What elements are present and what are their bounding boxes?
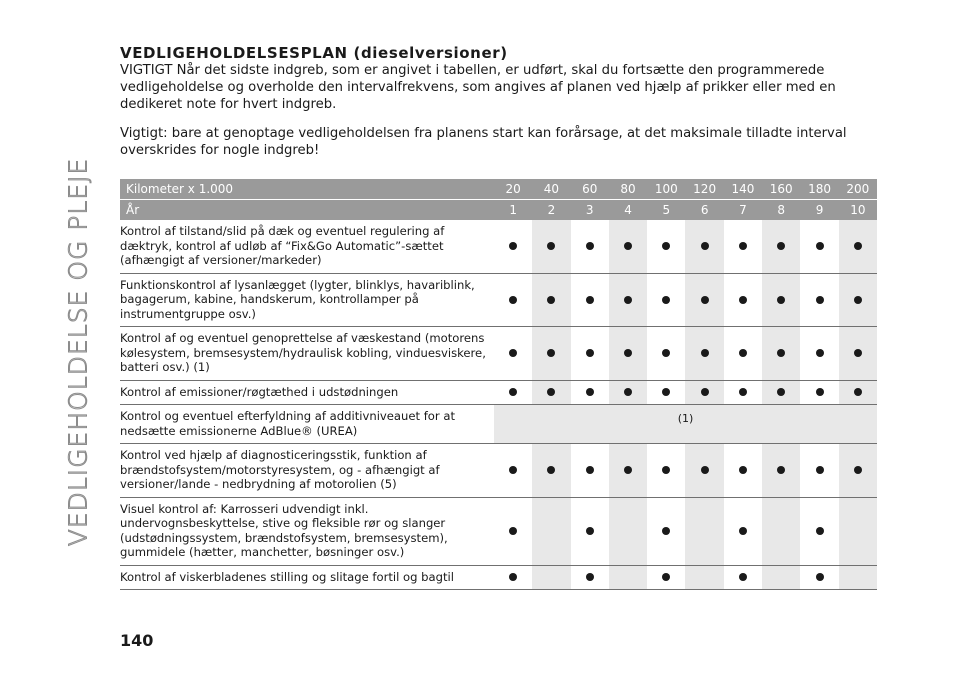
check-dot-icon [586,388,594,396]
check-cell [609,444,647,498]
check-cell [839,444,877,498]
year-value: 3 [571,200,609,221]
check-cell [762,327,800,381]
check-dot-icon [854,296,862,304]
empty-cell [839,565,877,590]
check-cell [494,273,532,327]
year-value: 9 [800,200,838,221]
check-dot-icon [547,388,555,396]
check-cell [685,273,723,327]
check-dot-icon [547,296,555,304]
year-label: År [120,200,494,221]
check-cell [532,444,570,498]
kilometer-value: 80 [609,179,647,200]
check-dot-icon [739,296,747,304]
check-dot-icon [547,242,555,250]
kilometer-value: 180 [800,179,838,200]
check-dot-icon [854,388,862,396]
check-dot-icon [816,349,824,357]
check-cell [647,273,685,327]
check-dot-icon [662,527,670,535]
check-cell [571,220,609,273]
kilometer-value: 100 [647,179,685,200]
check-dot-icon [509,388,517,396]
year-value: 4 [609,200,647,221]
check-dot-icon [586,242,594,250]
check-dot-icon [624,466,632,474]
table-note: (1) [494,405,877,444]
page-number: 140 [120,631,154,650]
kilometer-value: 200 [839,179,877,200]
empty-cell [532,565,570,590]
check-dot-icon [816,466,824,474]
year-header-row [120,200,877,221]
check-dot-icon [509,527,517,535]
check-dot-icon [701,388,709,396]
table-row [120,273,877,327]
check-dot-icon [509,573,517,581]
task-description: Kontrol ved hjælp af diagnosticeringsstik, funktion af brændstofsystem/motorstyresystem, og - afhængigt af versioner/lande - nedbrydning af motorolien (5) [120,444,494,498]
check-cell [609,380,647,405]
check-cell [571,444,609,498]
check-cell [532,220,570,273]
check-cell [724,327,762,381]
check-cell [724,497,762,565]
check-dot-icon [777,388,785,396]
check-cell [571,565,609,590]
check-cell [571,380,609,405]
check-cell [762,444,800,498]
check-dot-icon [547,349,555,357]
check-cell [609,220,647,273]
table-row [120,220,877,273]
check-cell [685,380,723,405]
check-cell [762,380,800,405]
maintenance-schedule-table [120,179,877,590]
check-cell [571,327,609,381]
check-dot-icon [586,296,594,304]
year-value: 10 [839,200,877,221]
check-cell [532,273,570,327]
check-dot-icon [662,242,670,250]
check-cell [685,220,723,273]
check-dot-icon [662,466,670,474]
empty-cell [609,497,647,565]
check-dot-icon [816,296,824,304]
check-dot-icon [777,296,785,304]
check-dot-icon [624,242,632,250]
kilometer-label: Kilometer x 1.000 [120,179,494,200]
check-dot-icon [777,349,785,357]
empty-cell [685,497,723,565]
check-cell [571,273,609,327]
check-dot-icon [739,388,747,396]
year-value: 1 [494,200,532,221]
check-dot-icon [816,388,824,396]
check-cell [839,220,877,273]
check-cell [647,444,685,498]
check-cell [532,327,570,381]
check-dot-icon [854,242,862,250]
table-row [120,565,877,590]
check-cell [647,565,685,590]
check-cell [724,444,762,498]
check-dot-icon [586,573,594,581]
check-cell [800,273,838,327]
check-dot-icon [739,573,747,581]
check-cell [647,380,685,405]
check-dot-icon [624,349,632,357]
year-value: 5 [647,200,685,221]
empty-cell [609,565,647,590]
check-dot-icon [739,466,747,474]
check-dot-icon [701,296,709,304]
empty-cell [532,497,570,565]
task-description: Funktionskontrol af lysanlægget (lygter, blinklys, havariblink, bagagerum, kabine, handskerum, kontrollamper på instrumentgruppe osv.) [120,273,494,327]
year-value: 8 [762,200,800,221]
check-cell [839,273,877,327]
task-description: Kontrol og eventuel efterfyldning af additivniveauet for at nedsætte emissionerne AdBlue® (UREA) [120,405,494,444]
check-dot-icon [777,466,785,474]
empty-cell [762,565,800,590]
check-cell [685,444,723,498]
year-value: 6 [685,200,723,221]
check-cell [762,220,800,273]
check-cell [839,380,877,405]
check-cell [800,220,838,273]
check-cell [494,327,532,381]
task-description: Kontrol af tilstand/slid på dæk og eventuel regulering af dæktryk, kontrol af udløb af “Fix&Go Automatic”-sættet (afhængigt af versioner/markeder) [120,220,494,273]
check-dot-icon [777,242,785,250]
check-cell [647,497,685,565]
check-cell [494,444,532,498]
table-row [120,444,877,498]
check-dot-icon [547,466,555,474]
check-dot-icon [662,388,670,396]
check-dot-icon [854,349,862,357]
check-cell [800,327,838,381]
check-cell [647,327,685,381]
check-dot-icon [662,573,670,581]
task-description: Visuel kontrol af: Karrosseri udvendigt inkl. undervognsbeskyttelse, stive og fleksible rør og slanger (udstødningssystem, brændstofsystem, bremsesystem), gummidele (hætter, manchetter, bøsninger osv.) [120,497,494,565]
check-dot-icon [816,573,824,581]
check-dot-icon [816,527,824,535]
kilometer-value: 140 [724,179,762,200]
intro-paragraph: VIGTIGT Når det sidste indgreb, som er angivet i tabellen, er udført, skal du fortsætte den programmerede vedligeholdelse og overholde den intervalfrekvens, som angives af planen ved hjælp af prikker eller med en dedikeret note for hvert indgreb. [120,63,836,112]
kilometer-value: 60 [571,179,609,200]
check-cell [494,380,532,405]
kilometer-header-row [120,179,877,200]
check-cell [839,327,877,381]
year-value: 2 [532,200,570,221]
page-heading: VEDLIGEHOLDELSESPLAN (dieselversioner) [120,44,508,62]
check-cell [494,497,532,565]
check-cell [724,273,762,327]
check-dot-icon [624,296,632,304]
check-cell [532,380,570,405]
table-row [120,327,877,381]
table-row [120,405,877,444]
check-dot-icon [509,349,517,357]
check-dot-icon [816,242,824,250]
check-cell [800,497,838,565]
warning-paragraph: Vigtigt: bare at genoptage vedligeholdelsen fra planens start kan forårsage, at det maksimale tilladte interval overskrides for nogle indgreb! [120,126,847,158]
check-dot-icon [586,527,594,535]
check-cell [647,220,685,273]
check-cell [494,220,532,273]
task-description: Kontrol af viskerbladenes stilling og slitage fortil og bagtil [120,565,494,590]
table-row [120,497,877,565]
check-cell [762,273,800,327]
kilometer-value: 40 [532,179,570,200]
task-description: Kontrol af og eventuel genoprettelse af væskestand (motorens kølesystem, bremsesystem/hydraulisk kobling, vinduesviskere, batteri osv.) (1) [120,327,494,381]
check-dot-icon [739,527,747,535]
check-dot-icon [854,466,862,474]
check-dot-icon [701,242,709,250]
empty-cell [762,497,800,565]
check-dot-icon [739,349,747,357]
side-section-title: VEDLIGEHOLDELSE OG PLEJE [63,157,93,547]
check-cell [800,565,838,590]
check-cell [609,327,647,381]
check-dot-icon [624,388,632,396]
check-dot-icon [586,349,594,357]
check-cell [685,327,723,381]
check-dot-icon [509,296,517,304]
check-cell [800,380,838,405]
check-dot-icon [662,296,670,304]
check-cell [800,444,838,498]
check-cell [724,380,762,405]
check-dot-icon [586,466,594,474]
check-cell [724,220,762,273]
empty-cell [839,497,877,565]
check-cell [724,565,762,590]
empty-cell [685,565,723,590]
check-dot-icon [701,349,709,357]
kilometer-value: 20 [494,179,532,200]
task-description: Kontrol af emissioner/røgtæthed i udstødningen [120,380,494,405]
check-dot-icon [509,242,517,250]
check-cell [571,497,609,565]
check-dot-icon [509,466,517,474]
check-cell [609,273,647,327]
check-cell [494,565,532,590]
kilometer-value: 120 [685,179,723,200]
check-dot-icon [739,242,747,250]
check-dot-icon [701,466,709,474]
year-value: 7 [724,200,762,221]
check-dot-icon [662,349,670,357]
table-row [120,380,877,405]
kilometer-value: 160 [762,179,800,200]
